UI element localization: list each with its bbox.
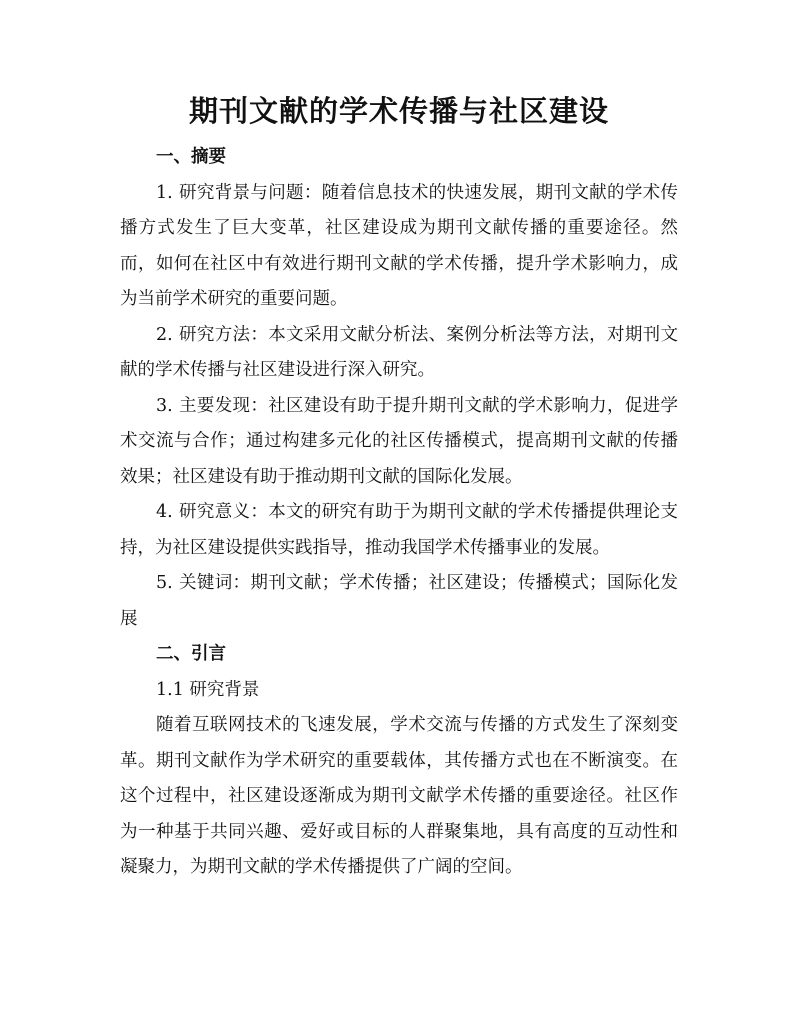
item-text: 研究意义：本文的研究有助于为期刊文献的学术传播提供理论支持，为社区建设提供实践指导，推动我国学术传播事业的发展。 [120, 502, 678, 558]
item-text: 关键词：期刊文献；学术传播；社区建设；传播模式；国际化发展 [120, 573, 678, 629]
item-number: 4. [156, 502, 173, 522]
abstract-item-4 [120, 495, 678, 566]
section-heading-introduction: 二、引言 [156, 644, 226, 664]
item-text: 研究背景与问题：随着信息技术的快速发展，期刊文献的学术传播方式发生了巨大变革，社区建设成为期刊文献传播的重要途径。然而，如何在社区中有效进行期刊文献的学术传播，提升学术影响力，成为当前学术研究的重要问题。 [120, 182, 678, 309]
item-number: 1. [156, 182, 173, 203]
item-number: 5. [156, 573, 173, 593]
subsection-heading-background: 1.1 研究背景 [156, 679, 260, 700]
abstract-item-3 [120, 389, 678, 496]
abstract-item-1 [120, 176, 678, 318]
abstract-item-2 [120, 318, 678, 389]
item-text: 主要发现：社区建设有助于提升期刊文献的学术影响力，促进学术交流与合作；通过构建多元化的社区传播模式，提高期刊文献的传播效果；社区建设有助于推动期刊文献的国际化发展。 [120, 395, 678, 487]
document-title: 期刊文献的学术传播与社区建设 [188, 94, 609, 128]
abstract-item-5 [120, 566, 678, 637]
section-heading-abstract: 一、摘要 [156, 147, 226, 167]
item-text: 研究方法：本文采用文献分析法、案例分析法等方法，对期刊文献的学术传播与社区建设进行深入研究。 [120, 324, 678, 380]
item-number: 2. [156, 324, 173, 345]
document-body [120, 140, 678, 886]
background-paragraph: 随着互联网技术的飞速发展，学术交流与传播的方式发生了深刻变革。期刊文献作为学术研究的重要载体，其传播方式也在不断演变。在这个过程中，社区建设逐渐成为期刊文献学术传播的重要途径。社区作为一种基于共同兴趣、爱好或目标的人群聚集地，具有高度的互动性和凝聚力，为期刊文献的学术传播提供了广阔的空间。 [120, 715, 678, 877]
item-number: 3. [156, 395, 173, 416]
